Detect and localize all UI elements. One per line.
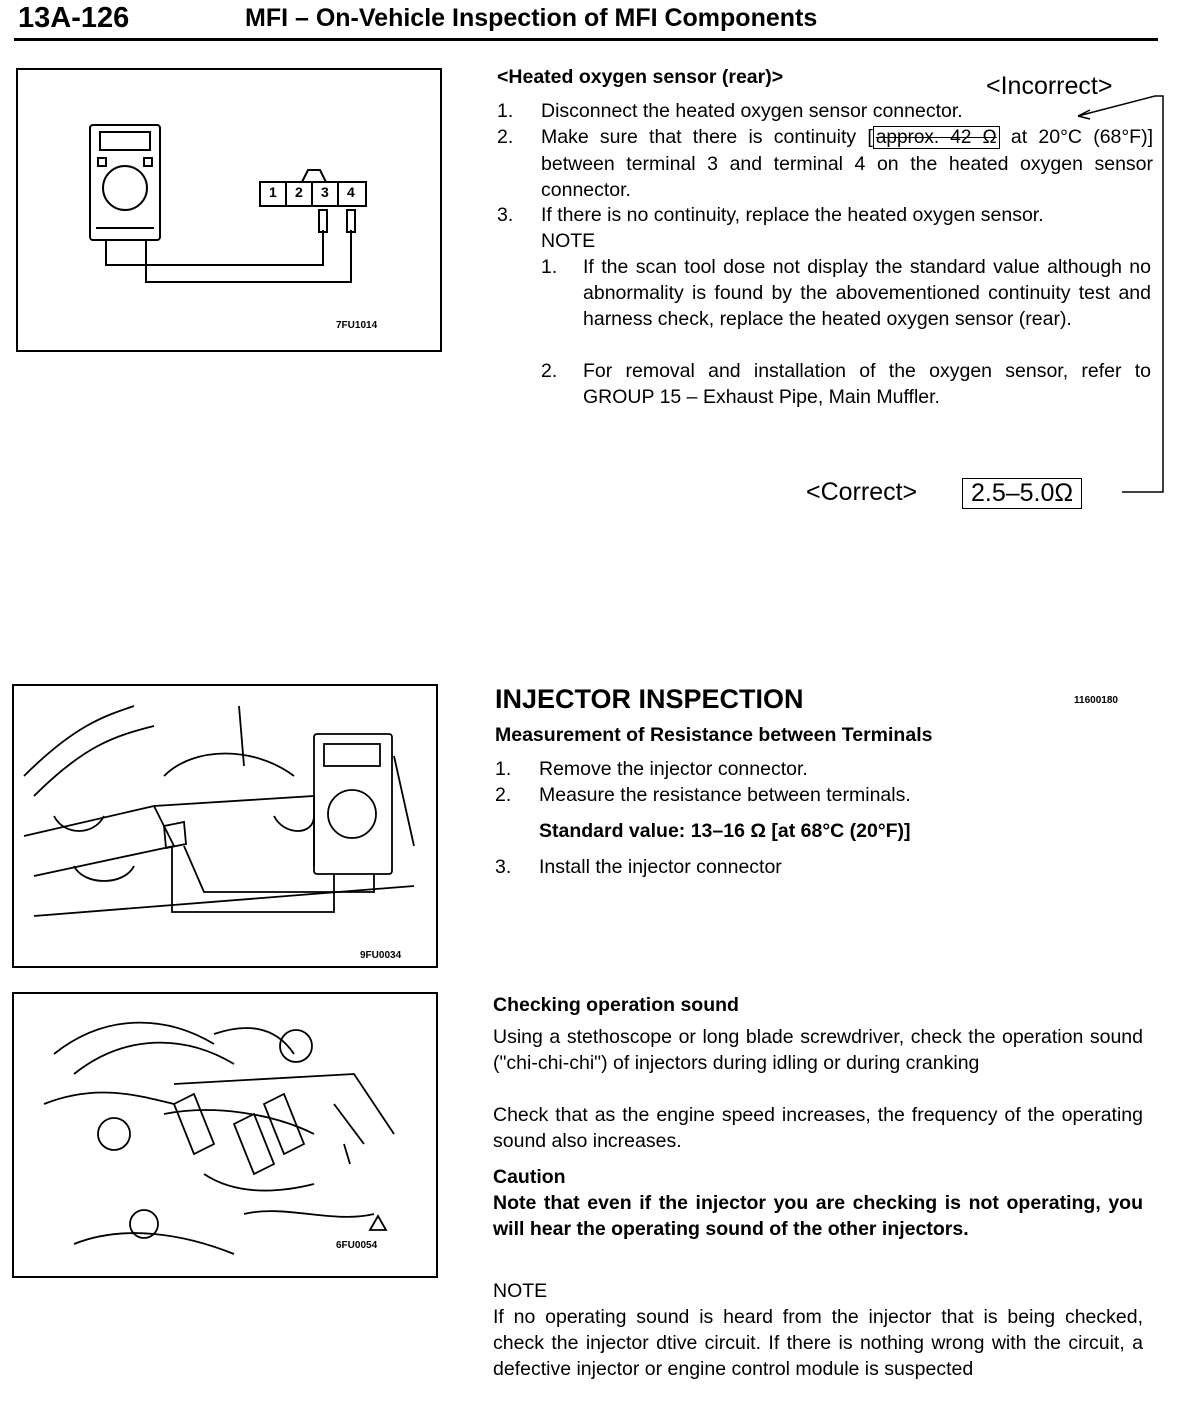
section-code: 11600180	[1074, 695, 1118, 706]
sound-para-1: Using a stethoscope or long blade screwdriver, check the operation sound ("chi-chi-chi") of injectors during idling or during cranking	[493, 1026, 1143, 1074]
sound-heading: Checking operation sound	[493, 994, 739, 1016]
caution-text: Note that even if the injector you are checking is not operating, you will hear the operating sound of the other injectors.	[493, 1192, 1143, 1240]
correct-value: 2.5–5.0Ω	[962, 478, 1082, 509]
injector-heading: INJECTOR INSPECTION	[495, 684, 804, 714]
note-text: If no operating sound is heard from the injector that is being checked, check the injector dtive circuit. If there is nothing wrong with the circuit, a defective injector or engine control module is suspected	[493, 1306, 1143, 1380]
incorrect-value-box: approx. 42 Ω	[873, 126, 1000, 149]
sound-para-2: Check that as the engine speed increases, the frequency of the operating sound also increases.	[493, 1104, 1143, 1152]
page-title: MFI – On-Vehicle Inspection of MFI Components	[245, 4, 818, 32]
figure-operation-sound	[12, 992, 438, 1278]
connector-pin-3: 3	[321, 184, 329, 200]
figure-code: 9FU0034	[360, 950, 402, 961]
o2-heading: <Heated oxygen sensor (rear)>	[497, 66, 784, 88]
injector-resistance-illustration	[14, 686, 436, 966]
injector-steps: 1. Remove the injector connector. 2. Measure the resistance between terminals. Standard value: 13–16 Ω [at 68°C (20°F)] 3. Install the injector connector	[495, 758, 911, 878]
caution-label: Caution	[493, 1166, 566, 1188]
figure-code: 7FU1014	[336, 320, 378, 331]
incorrect-label: <Incorrect>	[986, 72, 1113, 100]
operation-sound-illustration	[14, 994, 436, 1276]
injector-subheading: Measurement of Resistance between Terminals	[495, 724, 933, 746]
connector-pin-2: 2	[295, 184, 303, 200]
correction-arrow	[0, 0, 1200, 560]
figure-code: 6FU0054	[336, 1240, 378, 1251]
note-label: NOTE	[493, 1280, 548, 1302]
figure-injector-resistance	[12, 684, 438, 968]
connector-pin-4: 4	[347, 184, 355, 200]
connector-pin-1: 1	[269, 184, 277, 200]
note-label: NOTE	[541, 230, 596, 252]
standard-value: Standard value: 13–16 Ω [at 68°C (20°F)]	[539, 820, 911, 842]
page-number: 13A-126	[18, 2, 130, 34]
correct-label: <Correct>	[806, 478, 918, 506]
o2-steps: 1. Disconnect the heated oxygen sensor connector. 2. Make sure that there is continuity [ approx. 42 Ω at 20°C (68°F)] between terminal 3 and terminal 4 on the heated oxygen sensor connector. 3. If there is no continuity, replace the heated oxygen sensor. NOTE 1. If the scan tool dose not display the standard value although no abnormality is found by the abovementioned continuity test and harness check, replace the heated oxygen sensor (rear). 2. For removal and installation of the oxygen sensor, refer to GROUP 15 – Exhaust Pipe, Main Muffler.	[497, 100, 1154, 408]
